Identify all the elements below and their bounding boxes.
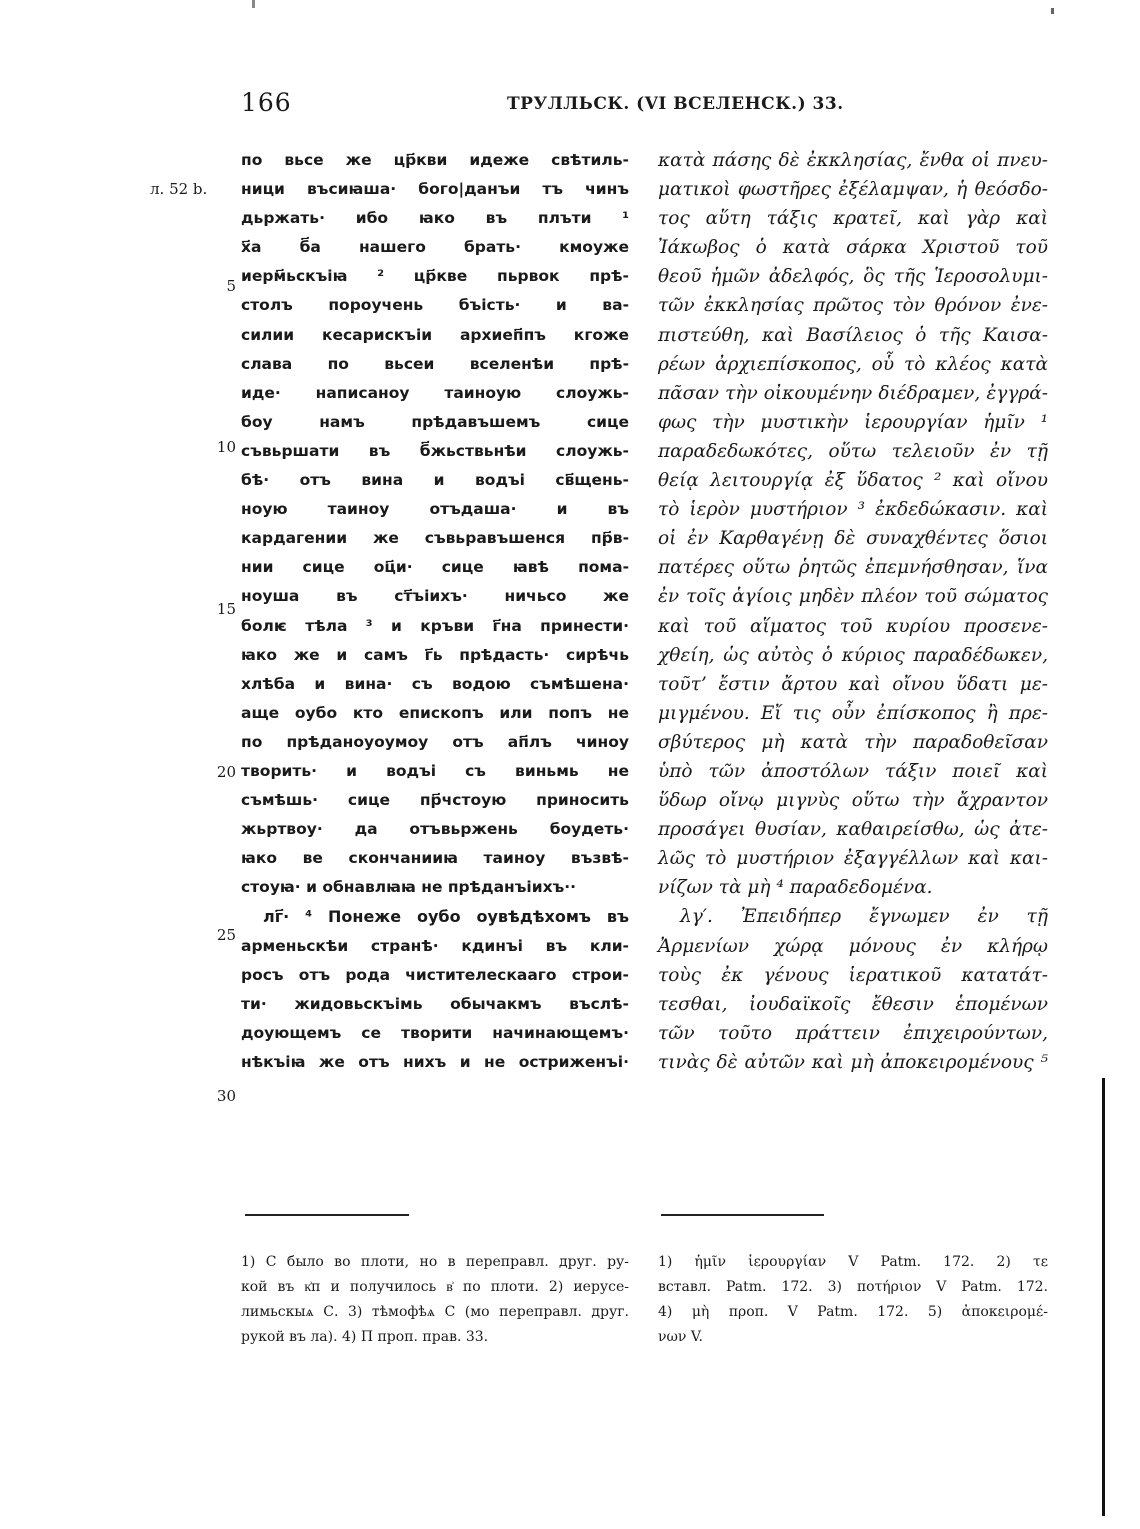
greek-line: πιστεύθη, καὶ Βασίλειος ὁ τῆς Καισα- [658,324,1048,346]
greek-line: σβύτερος μὴ κατὰ τὴν παραδοθεῖσαν [658,731,1048,753]
slavonic-line: ноуша въ ст҃ъіихъ· ничьсо же [241,587,629,606]
line-number-30: 30 [216,1087,236,1105]
slavonic-line: съвьршати въ б҃жьствьнѣи слоужь- [241,441,629,460]
greek-line: τοὺς ἐκ γένους ἱερατικοῦ κατατάτ- [658,964,1048,986]
slavonic-line: ноую таиноу отъдаша· и въ [241,500,629,519]
slavonic-line: нѣкъіꙗ же отъ нихъ и не остриженъі· [241,1052,629,1071]
footnote-divider-right [661,1214,824,1216]
slavonic-line: дьржать· ибо ꙗко въ плъти ¹ [241,209,629,228]
line-number-20: 20 [216,763,236,781]
scan-mark-right [1051,8,1054,14]
slavonic-text-column [241,146,629,1077]
slavonic-line: доующемъ се творити начинающемъ· [241,1023,629,1042]
slavonic-line: кардагении же съвьравъшенся пр҃в- [241,529,629,548]
slavonic-line: по вьсе же цр҃кви идеже свѣтиль- [241,151,629,169]
slavonic-line: иерм҃ьскъіꙗ ² цр҃кве пьрвок прѣ- [241,267,629,286]
slavonic-line: нии сице оц҃и· сице ꙗвѣ пома- [241,558,629,577]
line-number-25: 25 [216,926,236,944]
greek-line: κατὰ πάσης δὲ ἐκκλησίας, ἔνθα οἱ πνευ- [658,150,1048,171]
greek-line: Ἰάκωβος ὁ κατὰ σάρκα Χριστοῦ τοῦ [658,237,1048,259]
greek-line: τοῦτ’ ἔστιν ἄρτου καὶ οἴνου ὕδατι με- [658,673,1048,695]
footnote-line: рукой въ ла). 4) П проп. прав. 33. [241,1329,489,1345]
slavonic-line: х҃а б҃а нашего брать· кмоуже [241,238,629,257]
slavonic-canon-heading-line: лг҃· ⁴ Понеже оубо оувѣдѣхомъ въ [263,907,629,927]
greek-line: τεσθαι, ἰουδαϊκοῖς ἔθεσιν ἑπομένων [658,993,1048,1015]
greek-line: νίζων τὰ μὴ ⁴ παραδεδομένα. [658,877,933,899]
greek-line: καὶ τοῦ αἵματος τοῦ κυρίου προσενε- [658,615,1048,637]
greek-canon-heading-line: λγ′. Ἐπειδήπερ ἔγνωμεν ἐν τῇ [680,906,1048,928]
footnote-line: 1) С было во плоти, но в перепрaвл. друг. ру- [241,1254,629,1270]
greek-line: τος αὕτη τάξις κρατεῖ, καὶ γὰρ καὶ [658,208,1048,230]
slavonic-line: ꙗко ве скончанииꙗ таиноу възвѣ- [241,849,629,868]
margin-folio-reference: л. 52 b. [150,180,208,198]
greek-line: χθείη, ὡς αὐτὸς ὁ κύριος παραδέδωκεν, [658,644,1048,666]
greek-line: προσάγει θυσίαν, καθαιρείσθω, ὡς ἀτε- [658,819,1048,841]
slavonic-line: бѣ· отъ вина и водъі св҃щень- [241,471,629,490]
footnote-line: лимьскыѧ С. 3) тѣмофѣѧ С (мо перепрaвл. друг. [241,1304,629,1320]
slavonic-line: по прѣданоуоумоу отъ ап҃лъ чиноу [241,732,629,751]
footnote-divider-left [245,1214,409,1216]
scan-mark-top [252,0,255,8]
greek-line: φως τὴν μυστικὴν ἱερουργίαν ἡμῖν ¹ [658,411,1048,433]
greek-line: τινὰς δὲ αὐτῶν καὶ μὴ ἀποκειρομένους ⁵ [658,1051,1048,1073]
greek-line: πᾶσαν τὴν οἰκουμένην διέδραμεν, ἐγγρά- [658,382,1048,404]
slavonic-line: иде· написаноу таиноую слоужь- [241,383,629,402]
slavonic-line: боу намъ прѣдавъшемъ сице [241,412,629,431]
slavonic-line: стоуꙗ· и обнавлꙗꙗ не прѣданъіихъ·· [241,878,576,897]
greek-line: λῶς τὸ μυστήριον ἐξαγγέλλων καὶ και- [658,848,1048,870]
greek-line: θείᾳ λειτουργίᾳ ἐξ ὕδατος ² καὶ οἴνου [658,470,1048,492]
slavonic-line: росъ отъ рода чистителескааго строи- [241,965,629,984]
greek-line: Ἀρμενίων χώρᾳ μόνους ἐν κλήρῳ [658,935,1048,957]
greek-text-column [658,146,1048,1077]
slavonic-line: болѥ тѣла ³ и кръви г҃на принести· [241,616,629,635]
line-number-10: 10 [216,438,236,456]
line-number-15: 15 [216,600,236,618]
footnotes-greek [658,1250,1048,1350]
page-edge-bar [1102,1078,1105,1516]
greek-line: θεοῦ ἡμῶν ἀδελφός, ὃς τῆς Ἱεροσολυμι- [658,266,1048,288]
greek-line: πατέρες οὕτω ῥητῶς ἐπεμνήσθησαν, ἵνα [658,557,1048,579]
slavonic-line: хлѣба и вина· съ водою съмѣшена· [241,674,629,693]
greek-line: ἐν τοῖς ἁγίοις μηδὲν πλέον τοῦ σώματος [658,586,1048,608]
footnote-line: 1) ἡμῖν ἱερουργίαν V Patm. 172. 2) τε [658,1254,1048,1270]
greek-line: μιγμένου. Εἴ τις οὖν ἐπίσκοπος ἢ πρε- [658,702,1048,724]
footnote-line: νων V. [658,1329,704,1345]
slavonic-line: ꙗко же и самъ г҃ь прѣдасть· сирѣчь [241,645,629,664]
greek-line: ὑπὸ τῶν ἀποστόλων τάξιν ποιεῖ καὶ [658,760,1048,782]
page-number: 166 [241,88,292,117]
slavonic-line: слава по вьсеи вселенѣи прѣ- [241,354,629,373]
greek-line: ρέων ἀρχιεπίσκοπος, οὗ τὸ κλέος κατὰ [658,353,1048,375]
greek-line: τῶν ἐκκλησίας πρῶτος τὸν θρόνον ἐνε- [658,295,1048,317]
slavonic-line: столъ пороучень бъість· и ва- [241,296,629,315]
slavonic-line: съмѣшь· сице пр҃чстоую приносить [241,791,629,810]
slavonic-line: жьртвоу· да отъвьржень боудеть· [241,820,629,839]
greek-line: ματικοὶ φωστῆρες ἐξέλαμψαν, ἡ θεόσδο- [658,179,1048,201]
footnote-line: 4) μὴ προπ. V Patm. 172. 5) ἀποκειρομέ- [658,1304,1048,1320]
slavonic-line: ници въсиꙗша· бого|данъи тъ чинъ [241,180,629,199]
greek-line: οἱ ἐν Καρθαγένῃ δὲ συναχθέντες ὅσιοι [658,528,1048,550]
greek-line: τῶν τοῦτο πράττειν ἐπιχειρούντων, [658,1022,1048,1044]
running-title: ТРУЛЛЬСК. (VI ВСЕЛЕНСК.) 33. [507,94,844,114]
greek-line: τὸ ἱερὸν μυστήριον ³ ἐκδεδώκασιν. καὶ [658,499,1048,521]
greek-line: ὕδωρ οἴνῳ μιγνὺς οὕτω τὴν ἄχραντον [658,790,1048,812]
footnote-line: вставл. Patm. 172. 3) ποτήριον V Patm. 172. [658,1279,1048,1295]
footnotes-slavonic [241,1250,629,1350]
greek-line: παραδεδωκότες, οὕτω τελειοῦν ἐν τῇ [658,440,1048,462]
line-number-5: 5 [226,277,236,295]
slavonic-line: творить· и водъі съ виньмь не [241,761,629,780]
slavonic-line: ти· жидовьскъімь обычакмъ въслѣ- [241,994,629,1013]
slavonic-line: силии кесарискъіи архиеп҃пъ кгоже [241,325,629,344]
slavonic-line: аще оубо кто епископъ или попъ не [241,703,629,722]
slavonic-line: арменьскѣи странѣ· кдинъі въ кли- [241,936,629,955]
footnote-line: кой въ к͗п и получилось в͗ по плоти. 2) иерусе- [241,1279,629,1295]
